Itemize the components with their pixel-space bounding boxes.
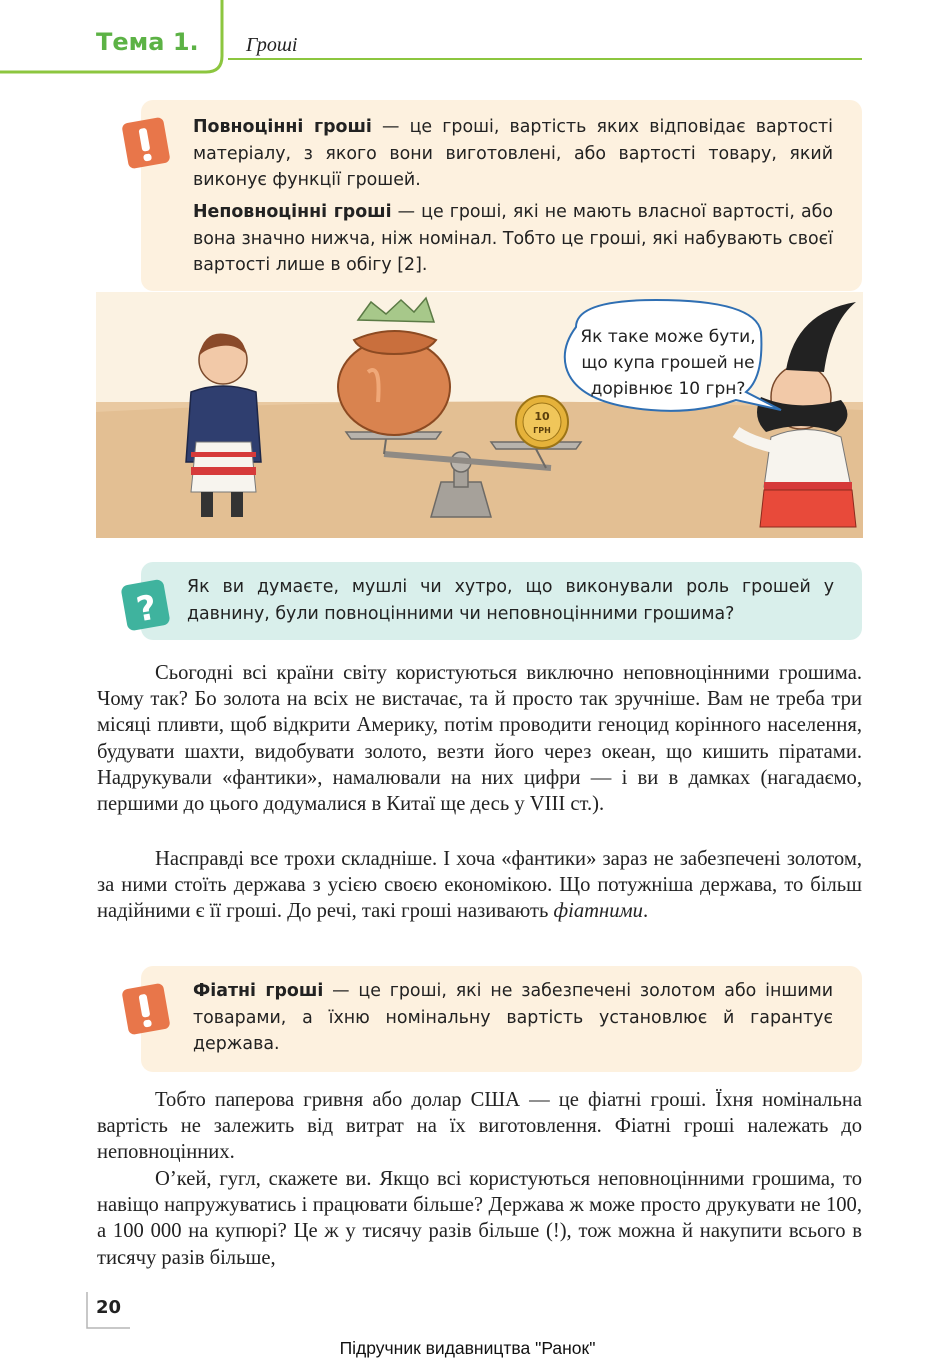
page-number: 20 [96, 1297, 122, 1318]
exclamation-icon [120, 982, 172, 1038]
speech-line-3: дорівнює 10 грн? [590, 379, 746, 399]
definition-box-fiat [141, 966, 862, 1072]
question-box [141, 562, 862, 640]
speech-bubble [565, 300, 781, 411]
definition-token-money [193, 199, 833, 279]
definition-text: — це гроші, які не мають власної вартості, або вона значно нижча, ніж номінал. Тобто це гроші, які набувають своєї вартості лише в обігу [193, 202, 833, 275]
reference: [2]. [391, 255, 428, 275]
header-rule [228, 58, 862, 60]
definition-text: — це гроші, які не забезпечені золотом або іншими товарами, а їхню номінальну вартість установлює й гарантує держава. [193, 981, 833, 1054]
definition-full-money [193, 114, 833, 194]
paragraph-2 [97, 846, 862, 925]
paragraph-1 [97, 660, 862, 817]
coin-currency: ГРН [533, 426, 551, 435]
speech-line-2: що купа грошей не [581, 353, 755, 373]
paragraph-text: Насправді все трохи складніше. І хоча «фантики» зараз не забезпечені золотом, за ними стоїть держава з усією своєю економікою. Що потужніша держава, то більш надійними є її гроші. До речі, такі гроші називають [97, 848, 862, 923]
paragraph-end: . [642, 900, 649, 923]
question-mark-icon [119, 578, 173, 634]
section-title: Гроші [246, 34, 298, 56]
theme-label: Тема 1. [96, 28, 199, 56]
question-text: Як ви думаєте, мушлі чи хутро, що виконували роль грошей у давнину, були повноцінними чи неповноцінними грошима? [187, 577, 834, 624]
term-fiat-money: Фіатні гроші [193, 981, 324, 1001]
term-full-money: Повноцінні гроші [193, 117, 372, 137]
term-token-money: Неповноцінні гроші [193, 202, 392, 222]
exclamation-icon [120, 116, 172, 172]
paragraph-4 [97, 1166, 862, 1271]
svg-text:?: ? [133, 587, 160, 631]
definition-box [141, 100, 862, 291]
paragraph-text: О’кей, гугл, скажете ви. Якщо всі користуються неповноцінними грошима, то навіщо напружуватись і працювати більше? Держава ж може просто друкувати не 100, а 100 000 на купюрі? Це ж у тисячу разів більше (!), тож можна й накупити всього в тисячу разів більше, [97, 1168, 862, 1269]
coin-value: 10 [534, 410, 550, 423]
definition-text: — це гроші, вартість яких відповідає вартості матеріалу, з якого вони виготовлені, або вартості товару, який виконує функції грошей. [193, 117, 834, 190]
publisher-footer: Підручник видавництва "Ранок" [339, 1338, 596, 1358]
illustration [96, 292, 863, 538]
paragraph-3 [97, 1087, 862, 1166]
paragraph-text: Тобто паперова гривня або долар США — це фіатні гроші. Їхня номінальна вартість не залежить від витрат на їх виготовлення. Фіатні гроші належать до неповноцінних. [97, 1089, 862, 1164]
paragraph-text: Сьогодні всі країни світу користуються виключно неповноцінними грошима. Чому так? Бо золота на всіх не вистачає, та й просто так зручніше. Вам не треба три місяці пливти, щоб відкрити Америку, потім проводити геноцид корінного населення, будувати шахти, видобувати золото, везти його через океан, що кишить піратами. Надрукували «фантики», намалювали на них цифри — і ви в дамках (нагадаємо, першими до цього додумалися в Китаї ще десь у VIII ст.). [97, 662, 862, 816]
emphasis-fiat: фіатними [553, 900, 643, 923]
speech-line-1: Як таке може бути, [580, 327, 756, 347]
coin-icon [516, 396, 568, 448]
definition-fiat-money [193, 978, 833, 1058]
